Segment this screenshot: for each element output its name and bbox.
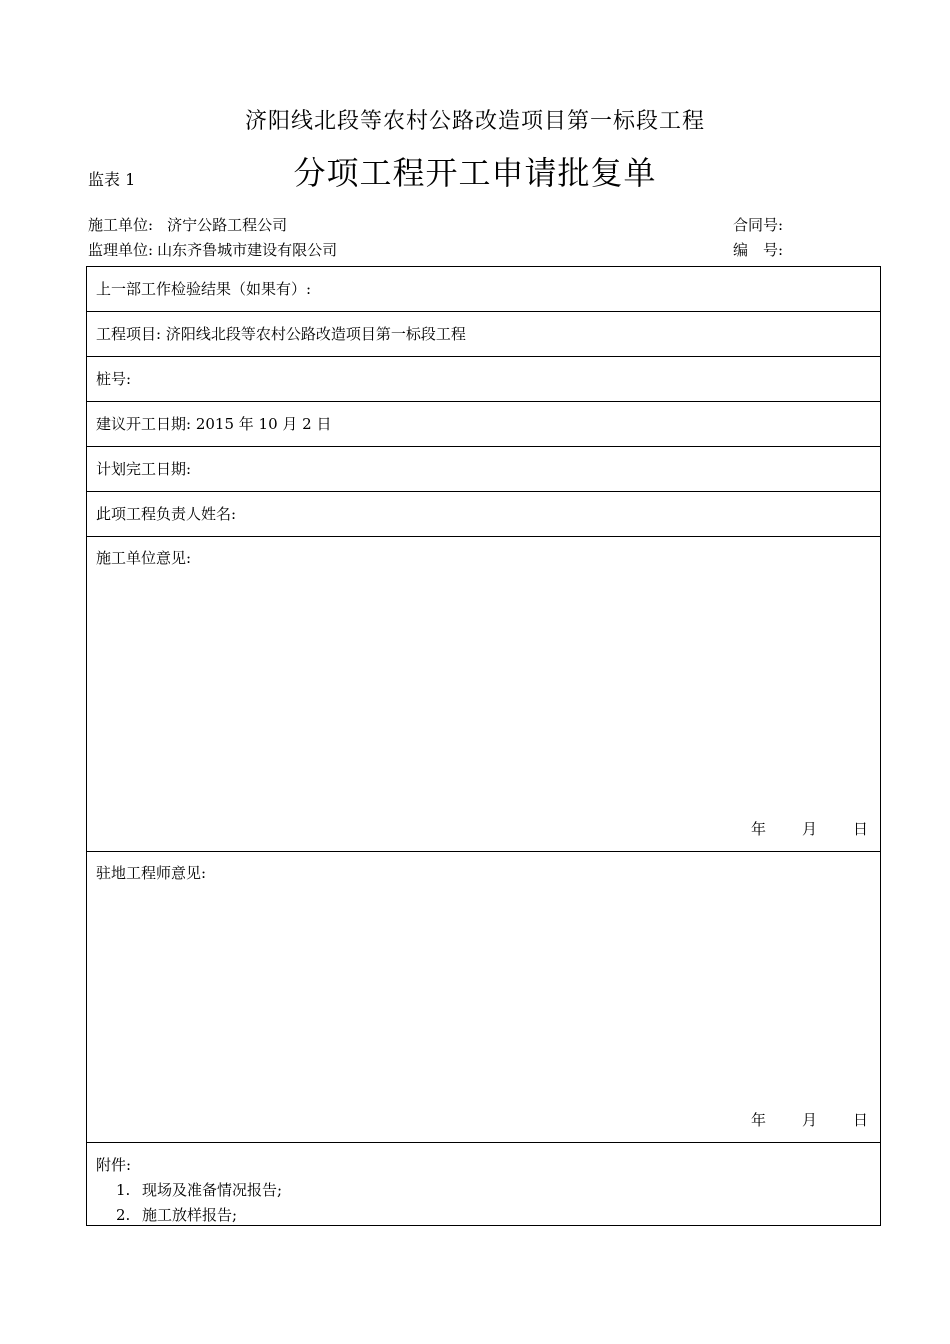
attachments-row	[87, 1143, 880, 1225]
attachment-item	[96, 1178, 880, 1203]
previous-result-row: 上一部工作检验结果（如果有）:	[87, 267, 880, 312]
month-label: 月	[801, 1111, 817, 1129]
application-table	[86, 266, 881, 1226]
day-label: 日	[852, 1111, 868, 1129]
station-row: 桩号:	[87, 357, 880, 402]
responsible-person-row: 此项工程负责人姓名:	[87, 492, 880, 537]
proposed-start-row: 建议开工日期: 2015 年 10 月 2 日	[87, 402, 880, 447]
attachment-item	[96, 1203, 880, 1228]
contract-no-label: 合同号:	[733, 216, 784, 234]
engineer-opinion-date	[751, 1109, 868, 1130]
supervisor-value: 山东齐鲁城市建设有限公司	[157, 241, 338, 259]
main-title: 分项工程开工申请批复单	[293, 154, 657, 192]
year-label: 年	[750, 820, 766, 838]
attachment-text: 施工放样报告;	[142, 1206, 238, 1224]
engineer-opinion-label: 驻地工程师意见:	[96, 864, 207, 882]
engineer-opinion-row	[87, 852, 880, 1143]
form-code: 监表 1	[88, 170, 136, 189]
contractor-opinion-date	[751, 818, 868, 839]
planned-finish-row: 计划完工日期:	[87, 447, 880, 492]
contractor-opinion-label: 施工单位意见:	[96, 549, 192, 567]
project-title: 济阳线北段等农村公路改造项目第一标段工程	[244, 109, 705, 134]
supervisor-label: 监理单位:	[88, 241, 154, 259]
attachments-label: 附件:	[96, 1156, 132, 1174]
attachment-text: 现场及准备情况报告;	[142, 1181, 283, 1199]
attachment-number: 1.	[116, 1181, 131, 1199]
year-label: 年	[750, 1111, 766, 1129]
project-item-row: 工程项目: 济阳线北段等农村公路改造项目第一标段工程	[87, 312, 880, 357]
contractor-label: 施工单位:	[88, 216, 154, 234]
attachment-number: 2.	[116, 1206, 131, 1224]
supervisor-line	[88, 239, 337, 260]
day-label: 日	[852, 820, 868, 838]
serial-no-label: 编 号:	[733, 241, 784, 259]
contractor-line	[88, 214, 287, 235]
contractor-opinion-row	[87, 537, 880, 852]
month-label: 月	[801, 820, 817, 838]
contractor-value: 济宁公路工程公司	[167, 216, 288, 234]
